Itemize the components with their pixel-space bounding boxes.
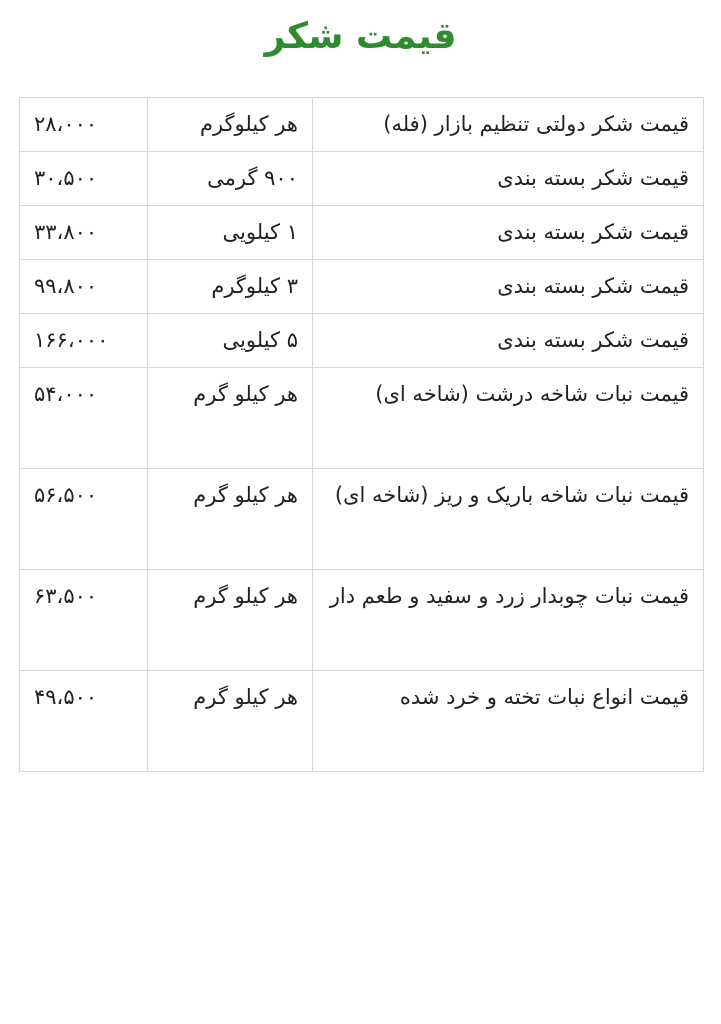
table-row [20,260,704,314]
table-row [20,152,704,206]
item-unit-cell: ۱ کیلویی [148,206,313,260]
item-price-cell: ۴۹،۵۰۰ [20,671,148,772]
table-row [20,570,704,671]
item-unit-cell: ۵ کیلویی [148,314,313,368]
item-unit-cell: ۹۰۰ گرمی [148,152,313,206]
item-name-cell: قیمت شکر بسته بندی [313,260,704,314]
table-row [20,314,704,368]
item-price-cell: ۱۶۶،۰۰۰ [20,314,148,368]
item-price-cell: ۶۳،۵۰۰ [20,570,148,671]
item-name-cell: قیمت نبات چوبدار زرد و سفید و طعم دار [313,570,704,671]
table-row [20,206,704,260]
table-row [20,469,704,570]
item-unit-cell: هر کیلو گرم [148,469,313,570]
table-row [20,98,704,152]
item-price-cell: ۹۹،۸۰۰ [20,260,148,314]
item-price-cell: ۳۳،۸۰۰ [20,206,148,260]
table-row [20,368,704,469]
item-unit-cell: هر کیلو گرم [148,368,313,469]
item-price-cell: ۵۶،۵۰۰ [20,469,148,570]
item-name-cell: قیمت نبات شاخه درشت (شاخه ای) [313,368,704,469]
item-name-cell: قیمت شکر بسته بندی [313,152,704,206]
table-row [20,671,704,772]
item-unit-cell: هر کیلوگرم [148,98,313,152]
item-unit-cell: ۳ کیلوگرم [148,260,313,314]
item-name-cell: قیمت شکر دولتی تنظیم بازار (فله) [313,98,704,152]
item-price-cell: ۲۸،۰۰۰ [20,98,148,152]
item-name-cell: قیمت نبات شاخه باریک و ریز (شاخه ای) [313,469,704,570]
item-price-cell: ۵۴،۰۰۰ [20,368,148,469]
item-name-cell: قیمت شکر بسته بندی [313,206,704,260]
item-name-cell: قیمت انواع نبات تخته و خرد شده [313,671,704,772]
item-price-cell: ۳۰،۵۰۰ [20,152,148,206]
item-unit-cell: هر کیلو گرم [148,671,313,772]
page-title: قیمت شکر [264,16,457,57]
price-table [19,97,704,772]
item-unit-cell: هر کیلو گرم [148,570,313,671]
item-name-cell: قیمت شکر بسته بندی [313,314,704,368]
